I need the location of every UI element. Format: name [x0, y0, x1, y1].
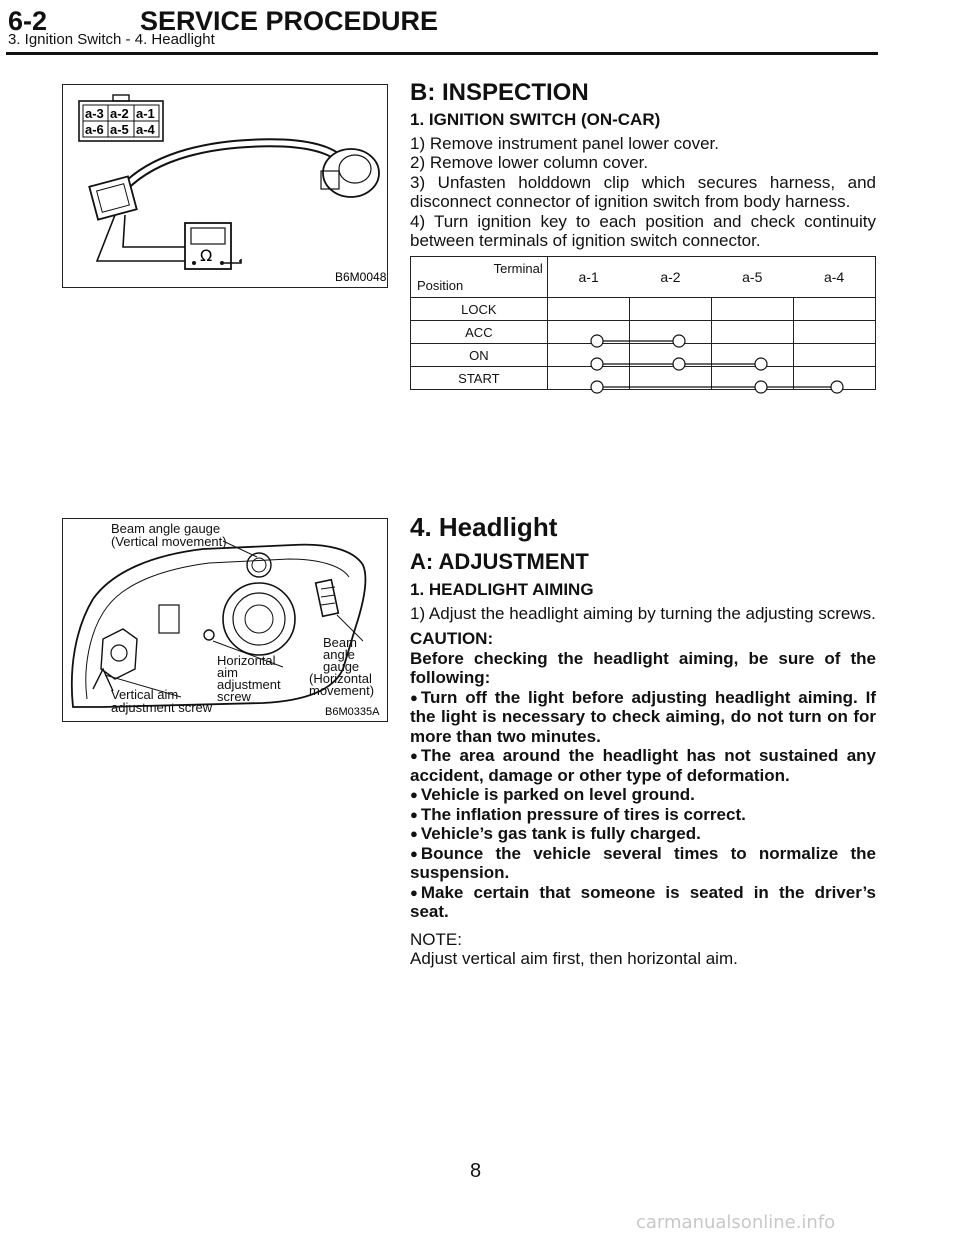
label-beam-horizontal: gauge [323, 659, 360, 674]
continuity-on [591, 358, 767, 370]
label-vertical-screw: Vertical aim [111, 687, 179, 702]
continuity-start [591, 381, 843, 393]
caution-item: ● The inflation pressure of tires is correct. [410, 804, 746, 824]
terminal-label: a-3 [85, 106, 104, 121]
page-title: SERVICE PROCEDURE [140, 6, 439, 36]
header-rule [6, 52, 878, 55]
bullet-icon: ● [410, 826, 418, 841]
corner-position-label: Position [417, 278, 464, 293]
figure-ignition-switch [62, 84, 388, 288]
label-beam-horizontal: Beam [323, 635, 357, 650]
section-number: 6-2 [8, 6, 48, 36]
caution-item: ● The area around the headlight has not sustained any accident, damage or other type of deformation. [410, 746, 876, 785]
caution-item: ● Vehicle is parked on level ground. [410, 785, 695, 804]
headlight-heading: 4. Headlight [410, 512, 558, 542]
figure-headlight [62, 518, 388, 722]
bullet-icon: ● [410, 748, 418, 763]
caution-item: ● Make certain that someone is seated in the driver’s seat. [410, 882, 876, 921]
bullet-icon: ● [410, 845, 418, 861]
inspection-subheading: 1. IGNITION SWITCH (ON-CAR) [410, 110, 661, 129]
label-beam-horizontal: movement) [309, 683, 375, 698]
figure-code: B6M0048 [335, 270, 387, 284]
page-number: 8 [470, 1160, 482, 1182]
caution-item: ● Bounce the vehicle several times to normalize the suspension. [410, 843, 876, 882]
page-subtitle: 3. Ignition Switch - 4. Headlight [8, 31, 215, 48]
bullet-icon: ● [410, 689, 418, 705]
ohm-symbol: Ω [200, 246, 213, 265]
column-header: a-4 [793, 257, 875, 298]
continuity-connections [410, 256, 876, 400]
column-header: a-1 [547, 257, 629, 298]
note-text: Adjust vertical aim first, then horizontal aim. [410, 949, 738, 968]
watermark: carmanualsonline.info [636, 1212, 836, 1233]
label-beam-vertical: Beam angle gauge [111, 521, 221, 536]
row-label: LOCK [411, 298, 548, 321]
continuity-acc [591, 335, 685, 347]
inspection-heading: B: INSPECTION [410, 79, 589, 106]
headlight-diagram [63, 519, 387, 721]
label-beam-horizontal: (Horizontal [309, 671, 372, 686]
label-horizontal-screw: screw [217, 689, 251, 704]
label-horizontal-screw: adjustment [217, 677, 281, 692]
label-beam-horizontal: angle [323, 647, 355, 662]
terminal-label: a-5 [110, 122, 129, 137]
terminal-label: a-4 [136, 122, 155, 137]
row-label: ON [411, 344, 548, 367]
terminal-label: a-1 [136, 106, 155, 121]
inspection-section [410, 78, 876, 251]
ignition-switch-diagram [63, 85, 387, 287]
caution-item: ● Vehicle’s gas tank is fully charged. [410, 824, 701, 843]
label-beam-vertical: (Vertical movement) [111, 534, 227, 549]
caution-item: ● Turn off the light before adjusting headlight aiming. If the light is necessary to check aiming, do not turn on for more than two minutes. [410, 687, 876, 746]
row-label: START [411, 367, 548, 390]
note-label: NOTE: [410, 929, 462, 949]
label-horizontal-screw: aim [217, 665, 238, 680]
inspection-step: 4) Turn ignition key to each position and check continuity between terminals of ignition switch connector. [410, 211, 876, 250]
row-label: ACC [411, 321, 548, 344]
column-header: a-2 [630, 257, 712, 298]
inspection-step: 1) Remove instrument panel lower cover. [410, 133, 719, 153]
bullet-icon: ● [410, 787, 418, 802]
inspection-step: 3) Unfasten holddown clip which secures harness, and disconnect connector of ignition switch from body harness. [410, 172, 876, 211]
inspection-step: 2) Remove lower column cover. [410, 153, 649, 172]
aiming-step: 1) Adjust the headlight aiming by turning the adjusting screws. [410, 603, 876, 623]
figure-code: B6M0335A [325, 706, 380, 718]
terminal-label: a-6 [85, 122, 104, 137]
adjustment-heading: A: ADJUSTMENT [410, 549, 589, 574]
headlight-section [410, 510, 876, 969]
aiming-heading: 1. HEADLIGHT AIMING [410, 580, 594, 599]
label-horizontal-screw: Horizontal [217, 653, 276, 668]
bullet-icon: ● [410, 806, 418, 822]
caution-intro: Before checking the headlight aiming, be sure of the following: [410, 648, 876, 687]
corner-terminal-label: Terminal [493, 261, 543, 276]
label-vertical-screw: adjustment screw [111, 700, 213, 715]
terminal-label: a-2 [110, 106, 129, 121]
column-header: a-5 [711, 257, 793, 298]
bullet-icon: ● [410, 884, 418, 900]
caution-label: CAUTION: [410, 629, 494, 648]
